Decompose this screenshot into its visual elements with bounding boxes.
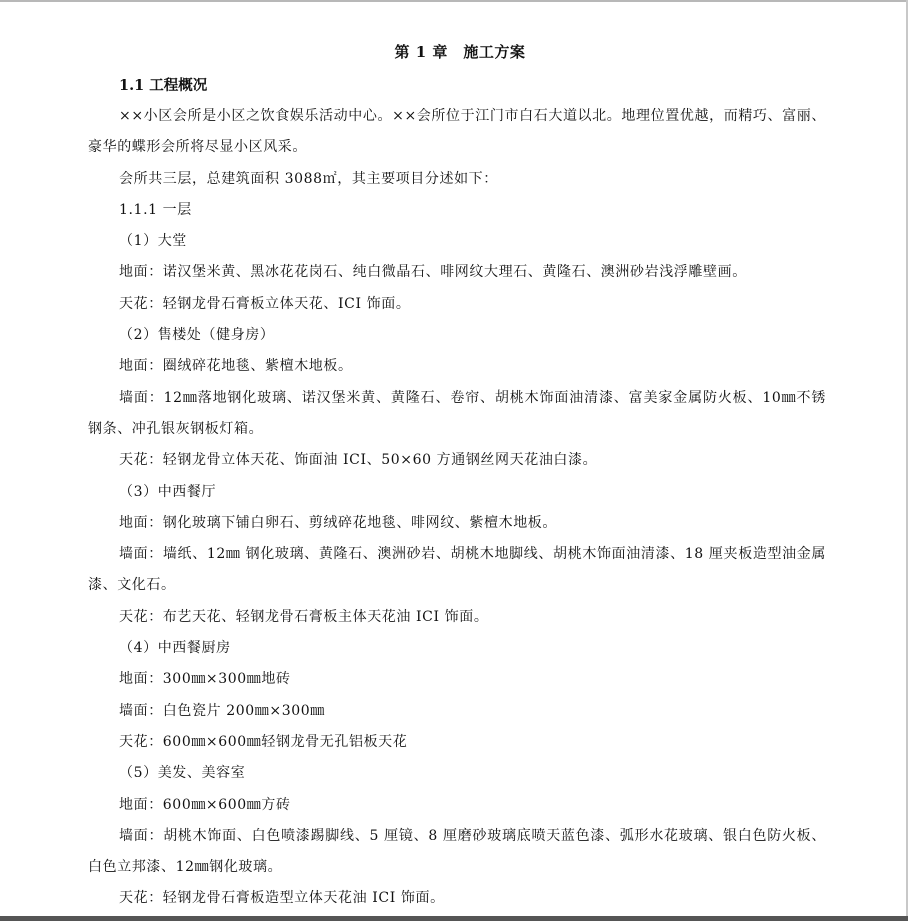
- kitchen-wall: 墙面：白色瓷片 200㎜×300㎜: [119, 702, 325, 719]
- kitchen-ceiling: 天花：600㎜×600㎜轻钢龙骨无孔铝板天花: [119, 733, 408, 750]
- section-title: 1.1 工程概况: [119, 77, 208, 94]
- salon-ceiling: 天花：轻钢龙骨石膏板造型立体天花油 ICI 饰面。: [119, 890, 445, 907]
- salon-floor: 地面：600㎜×600㎜方砖: [119, 796, 291, 813]
- restaurant-ceiling: 天花：布艺天花、轻钢龙骨石膏板主体天花油 ICI 饰面。: [119, 608, 489, 625]
- subsection-floor-1: 1.1.1 一层: [119, 201, 192, 218]
- page-bottom-edge: [0, 916, 908, 921]
- sales-office-floor: 地面：圈绒碎花地毯、紫檀木地板。: [119, 358, 353, 375]
- restaurant-wall: 墙面：墙纸、12㎜ 钢化玻璃、黄隆石、澳洲砂岩、胡桃木地脚线、胡桃木饰面油清漆、18 厘夹板造型油金属漆、文化石。: [88, 546, 826, 594]
- item-salon: （5）美发、美容室: [119, 765, 246, 782]
- sales-office-ceiling: 天花：轻钢龙骨立体天花、饰面油 ICI、50×60 方通钢丝网天花油白漆。: [119, 452, 598, 469]
- page-top-edge: [0, 0, 908, 2]
- paragraph-intro: ××小区会所是小区之饮食娱乐活动中心。××会所位于江门市白石大道以北。地理位置优越，而精巧、富丽、豪华的蝶形会所将尽显小区风采。: [88, 108, 826, 156]
- chapter-title: 第 1 章 施工方案: [394, 43, 526, 61]
- salon-wall: 墙面：胡桃木饰面、白色喷漆踢脚线、5 厘镜、8 厘磨砂玻璃底喷天蓝色漆、弧形水花玻璃、银白色防火板、白色立邦漆、12㎜钢化玻璃。: [88, 827, 826, 876]
- lobby-floor: 地面：诺汉堡米黄、黑冰花花岗石、纯白微晶石、啡网纹大理石、黄隆石、澳洲砂岩浅浮雕壁画。: [119, 264, 747, 281]
- kitchen-floor: 地面：300㎜×300㎜地砖: [119, 671, 291, 688]
- document-body: [88, 38, 826, 915]
- item-sales-office: （2）售楼处（健身房）: [119, 327, 275, 344]
- item-restaurant: （3）中西餐厅: [119, 483, 217, 500]
- lobby-ceiling: 天花：轻钢龙骨石膏板立体天花、ICI 饰面。: [119, 295, 411, 312]
- sales-office-wall: 墙面：12㎜落地钢化玻璃、诺汉堡米黄、黄隆石、卷帘、胡桃木饰面油清漆、富美家金属防火板、10㎜不锈钢条、冲孔银灰钢板灯箱。: [88, 389, 826, 437]
- paragraph-area: 会所共三层，总建筑面积 3088㎡，其主要项目分述如下：: [119, 170, 498, 187]
- item-lobby: （1）大堂: [119, 233, 187, 250]
- restaurant-floor: 地面：钢化玻璃下铺白卵石、剪绒碎花地毯、啡网纹、紫檀木地板。: [119, 514, 557, 531]
- item-kitchen: （4）中西餐厨房: [119, 640, 231, 657]
